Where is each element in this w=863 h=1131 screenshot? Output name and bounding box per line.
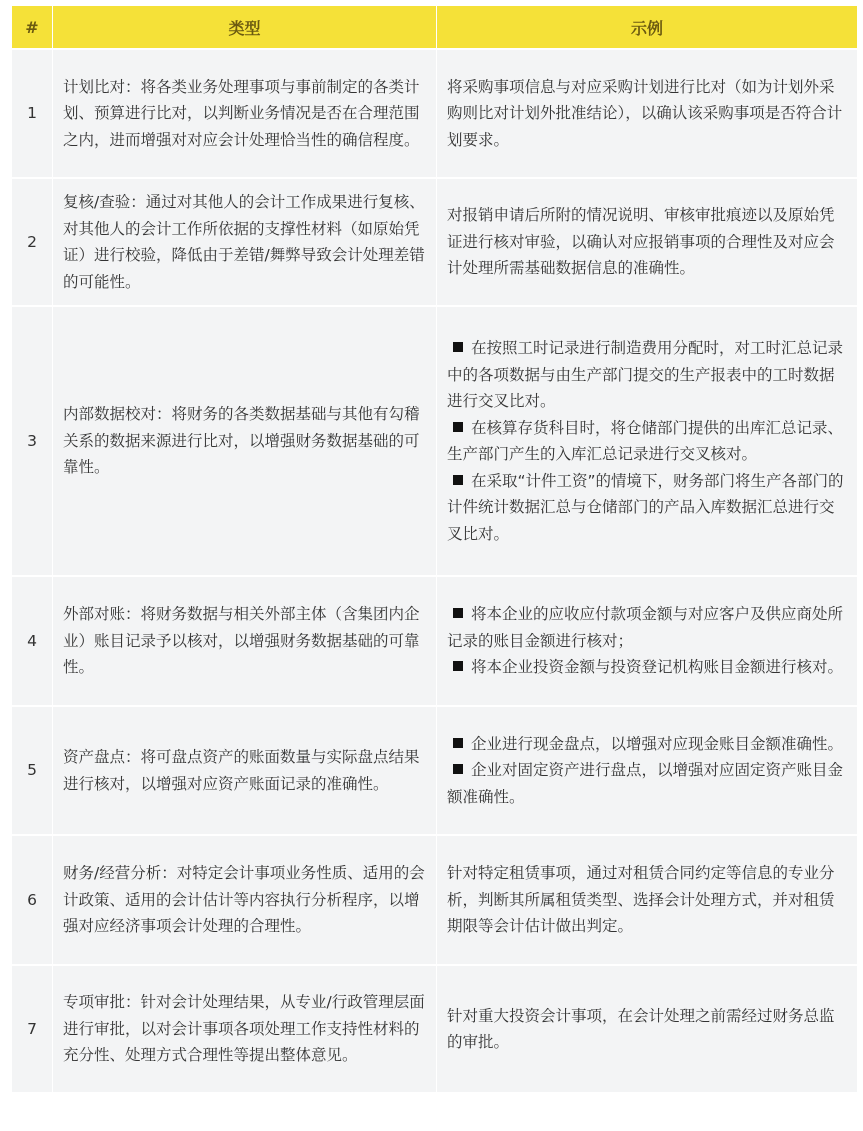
- example-bullet-item: [447, 415, 849, 468]
- control-methods-table: [12, 6, 857, 1092]
- row-number: 3: [12, 305, 53, 575]
- example-bullet-item: [447, 731, 849, 758]
- row-example: [437, 964, 857, 1092]
- table-row: [12, 177, 857, 305]
- example-text: [447, 74, 849, 154]
- row-example: [437, 705, 857, 834]
- row-number: 6: [12, 834, 53, 964]
- row-example: [437, 177, 857, 305]
- row-number: 2: [12, 177, 53, 305]
- table-row: [12, 575, 857, 705]
- row-type: 财务/经营分析：对特定会计事项业务性质、适用的会计政策、适用的会计估计等内容执行分析程序，以增强对应经济事项会计处理的合理性。: [53, 834, 437, 964]
- square-bullet-icon: [453, 764, 463, 774]
- row-type: 外部对账：将财务数据与相关外部主体（含集团内企业）账目记录予以核对，以增强财务数据基础的可靠性。: [53, 575, 437, 705]
- example-bullet-item: [447, 335, 849, 415]
- table-row: [12, 705, 857, 834]
- example-text-content: 针对重大投资会计事项，在会计处理之前需经过财务总监的审批。: [447, 1006, 835, 1051]
- example-text-content: 在按照工时记录进行制造费用分配时，对工时汇总记录中的各项数据与由生产部门提交的生产报表中的工时数据进行交叉比对。: [447, 339, 844, 410]
- header-number: #: [12, 6, 53, 48]
- example-text-content: 将采购事项信息与对应采购计划进行比对（如为计划外采购则比对计划外批准结论），以确认该采购事项是否符合计划要求。: [447, 77, 843, 149]
- row-number: 4: [12, 575, 53, 705]
- example-text-content: 在采取“计件工资”的情境下，财务部门将生产各部门的计件统计数据汇总与仓储部门的产品入库数据汇总进行交叉比对。: [447, 471, 844, 543]
- row-example: [437, 305, 857, 575]
- table-row: [12, 834, 857, 964]
- example-text-content: 企业对固定资产进行盘点，以增强对应固定资产账目金额准确性。: [447, 761, 844, 806]
- example-text-content: 将本企业投资金额与投资登记机构账目金额进行核对。: [471, 658, 844, 677]
- row-type: 复核/查验：通过对其他人的会计工作成果进行复核、对其他人的会计工作所依据的支撑性材料（如原始凭证）进行校验，降低由于差错/舞弊导致会计处理差错的可能性。: [53, 177, 437, 305]
- header-example: 示例: [437, 6, 857, 48]
- row-type: 内部数据校对：将财务的各类数据基础与其他有勾稽关系的数据来源进行比对，以增强财务数据基础的可靠性。: [53, 305, 437, 575]
- example-text: [447, 1003, 849, 1056]
- row-number: 1: [12, 48, 53, 177]
- square-bullet-icon: [453, 661, 463, 671]
- square-bullet-icon: [453, 738, 463, 748]
- row-type: 计划比对：将各类业务处理事项与事前制定的各类计划、预算进行比对，以判断业务情况是否在合理范围之内，进而增强对对应会计处理恰当性的确信程度。: [53, 48, 437, 177]
- square-bullet-icon: [453, 608, 463, 618]
- row-type: 专项审批：针对会计处理结果，从专业/行政管理层面进行审批，以对会计事项各项处理工作支持性材料的充分性、处理方式合理性等提出整体意见。: [53, 964, 437, 1092]
- example-bullet-item: [447, 757, 849, 810]
- row-number: 5: [12, 705, 53, 834]
- square-bullet-icon: [453, 342, 463, 352]
- header-type: 类型: [53, 6, 437, 48]
- table-row: [12, 305, 857, 575]
- row-example: [437, 48, 857, 177]
- example-bullet-item: [447, 601, 849, 654]
- example-text-content: 企业进行现金盘点，以增强对应现金账目金额准确性。: [471, 734, 844, 753]
- example-text: [447, 202, 849, 282]
- example-text-content: 将本企业的应收应付款项金额与对应客户及供应商处所记录的账目金额进行核对；: [447, 605, 844, 650]
- table-row: [12, 964, 857, 1092]
- row-example: [437, 834, 857, 964]
- row-example: [437, 575, 857, 705]
- square-bullet-icon: [453, 475, 463, 485]
- example-text-content: 在核算存货科目时，将仓储部门提供的出库汇总记录、生产部门产生的入库汇总记录进行交叉核对。: [447, 418, 844, 463]
- example-text: [447, 860, 849, 940]
- example-text-content: 针对特定租赁事项，通过对租赁合同约定等信息的专业分析，判断其所属租赁类型、选择会计处理方式，并对租赁期限等会计估计做出判定。: [447, 864, 835, 936]
- row-number: 7: [12, 964, 53, 1092]
- example-bullet-item: [447, 468, 849, 548]
- square-bullet-icon: [453, 422, 463, 432]
- example-text-content: 对报销申请后所附的情况说明、审核审批痕迹以及原始凭证进行核对审验，以确认对应报销事项的合理性及对应会计处理所需基础数据信息的准确性。: [447, 206, 835, 278]
- example-bullet-item: [447, 654, 849, 681]
- table-row: [12, 48, 857, 177]
- row-type: 资产盘点：将可盘点资产的账面数量与实际盘点结果进行核对，以增强对应资产账面记录的准确性。: [53, 705, 437, 834]
- table-header-row: [12, 6, 857, 48]
